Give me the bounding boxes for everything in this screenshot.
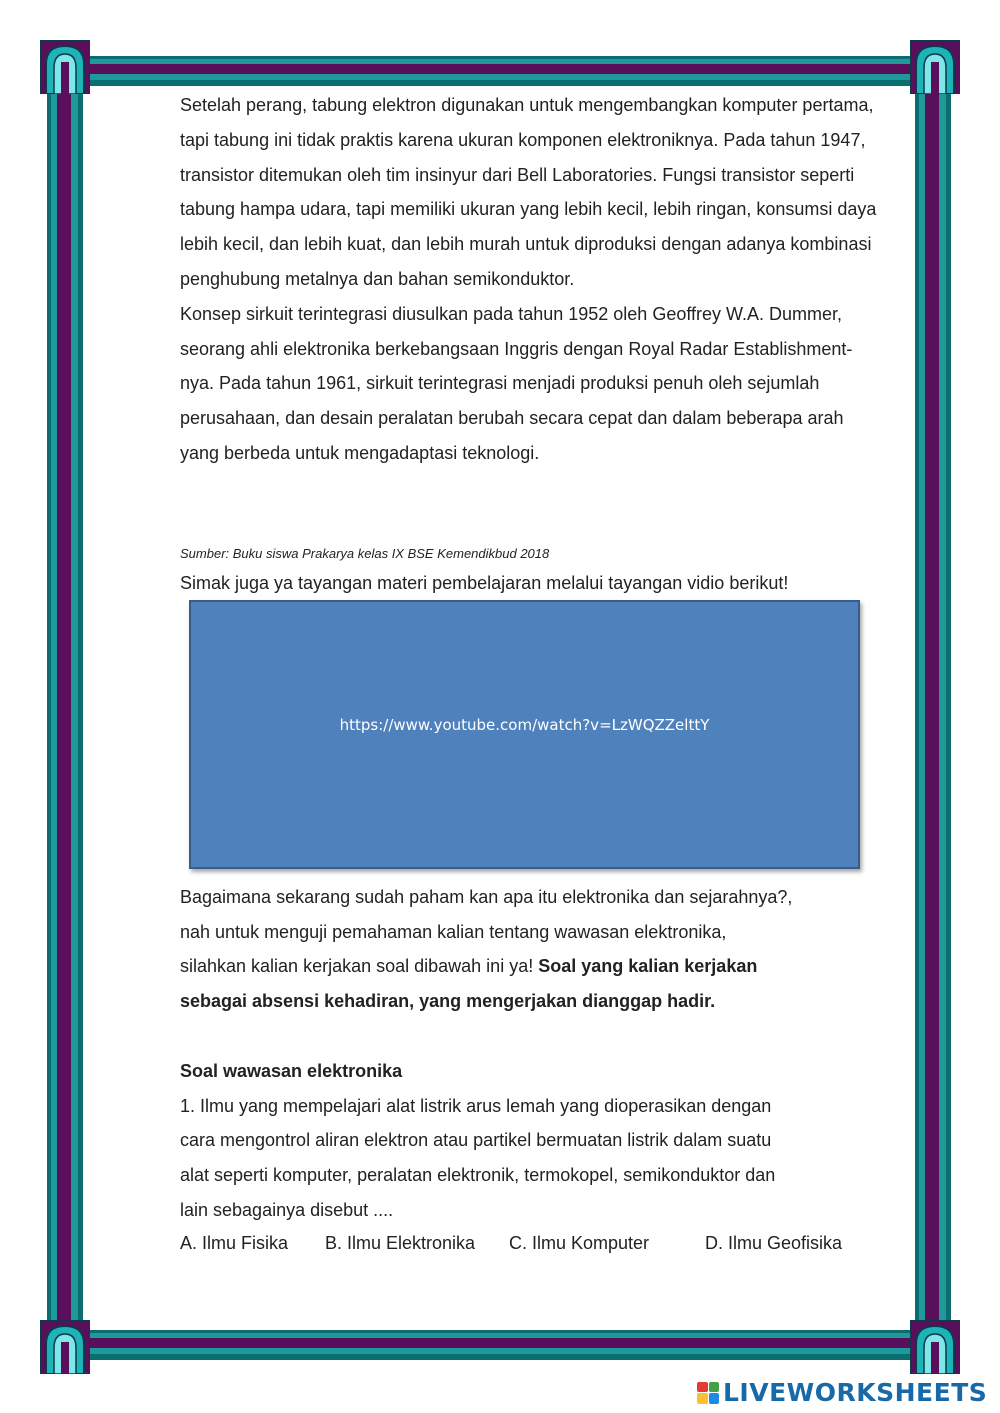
quiz-heading: Soal wawasan elektronika xyxy=(180,1061,403,1081)
paragraph-integrated-circuit: Konsep sirkuit terintegrasi diusulkan pada tahun 1952 oleh Geoffrey W.A. Dummer, seorang ahli elektronika berkebangsaan Inggris dengan Royal Radar Establishment-nya. Pada tahun 1961, sirkuit terintegrasi menjadi produksi penuh oleh sejumlah perusahaan, dan desain peralatan berubah secara cepat dan dalam beberapa arah yang berbeda untuk mengadaptasi teknologi. xyxy=(180,303,853,463)
video-intro: Simak juga ya tayangan materi pembelajaran melalui tayangan vidio berikut! xyxy=(180,573,789,593)
question-1-line-2: cara mengontrol aliran elektron atau partikel bermuatan listrik dalam suatu xyxy=(180,1130,772,1150)
frame-corner-bottom-left-icon xyxy=(40,1320,90,1374)
instruction-line-3-text: silahkan kalian kerjakan soal dibawah ini ya! xyxy=(180,956,539,976)
question-1-line-4: lain sebagainya disebut .... xyxy=(180,1200,394,1220)
video-url[interactable]: https://www.youtube.com/watch?v=LzWQZZelttY xyxy=(339,715,710,734)
frame-top-border xyxy=(88,56,912,86)
option-a[interactable]: A. Ilmu Fisika xyxy=(180,1233,289,1253)
article-text xyxy=(180,88,880,471)
paragraph-transistor-history: Setelah perang, tabung elektron digunakan untuk mengembangkan komputer pertama, tapi tabung ini tidak praktis karena ukuran komponen elektroniknya. Pada tahun 1947, transistor ditemukan oleh tim insinyur dari Bell Laboratories. Fungsi transistor seperti tabung hampa udara, tapi memiliki ukuran yang lebih kecil, lebih ringan, konsumsi daya lebih kecil, dan lebih kuat, dan lebih murah untuk diproduksi dengan adanya kombinasi penghubung metalnya dan bahan semikonduktor. xyxy=(180,95,877,289)
question-1-line-1: 1. Ilmu yang mempelajari alat listrik arus lemah yang dioperasikan dengan xyxy=(180,1096,772,1116)
frame-corner-top-right-icon xyxy=(910,40,960,94)
frame-corner-top-left-icon xyxy=(40,40,90,94)
instruction-line-2: nah untuk menguji pemahaman kalian tentang wawasan elektronika, xyxy=(180,922,727,942)
brand-name: LIVEWORKSHEETS xyxy=(723,1378,988,1407)
video-embed[interactable] xyxy=(189,600,860,869)
liveworksheets-logo-icon xyxy=(697,1382,719,1404)
option-c[interactable]: C. Ilmu Komputer xyxy=(509,1233,650,1253)
option-d[interactable]: D. Ilmu Geofisika xyxy=(705,1233,843,1253)
frame-right-border xyxy=(915,86,951,1328)
question-1-line-3: alat seperti komputer, peralatan elektronik, termokopel, semikonduktor dan xyxy=(180,1165,776,1185)
liveworksheets-brand[interactable] xyxy=(697,1378,987,1407)
frame-corner-bottom-right-icon xyxy=(910,1320,960,1374)
attendance-note-bold-2: sebagai absensi kehadiran, yang mengerjakan dianggap hadir. xyxy=(180,991,716,1011)
frame-bottom-border xyxy=(88,1330,912,1360)
instruction-line-3 xyxy=(180,956,757,977)
attendance-note-bold-1: Soal yang kalian kerjakan xyxy=(538,956,758,976)
source-citation: Sumber: Buku siswa Prakarya kelas IX BSE Kemendikbud 2018 xyxy=(180,546,550,561)
instruction-line-1: Bagaimana sekarang sudah paham kan apa itu elektronika dan sejarahnya?, xyxy=(180,887,793,907)
frame-left-border xyxy=(47,86,83,1328)
option-b[interactable]: B. Ilmu Elektronika xyxy=(325,1233,476,1253)
